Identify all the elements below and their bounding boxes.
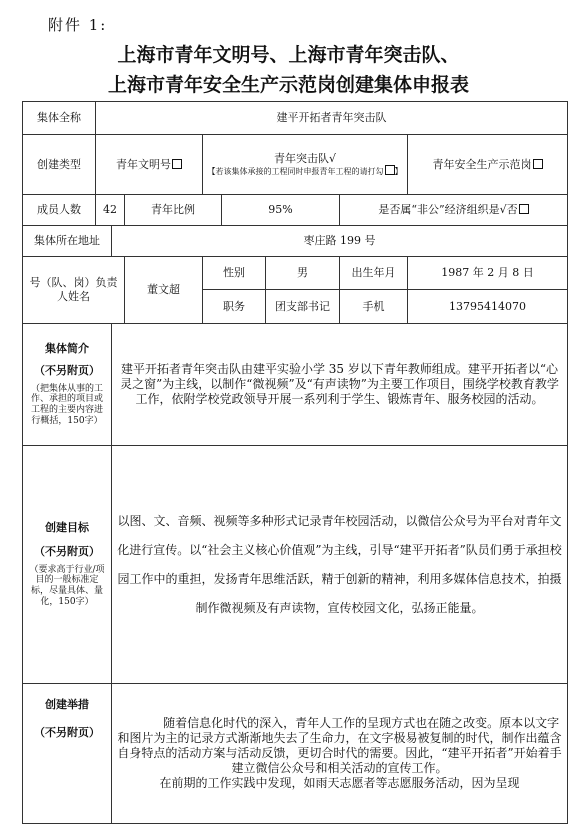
creation-type-civility	[96, 135, 203, 195]
collective-name-value: 建平开拓者青年突击队	[96, 102, 568, 135]
address-label: 集体所在地址	[23, 226, 112, 257]
row-intro	[23, 324, 568, 446]
civility-label: 青年文明号	[116, 157, 171, 171]
form-title-line1: 上海市青年文明号、上海市青年突击队、	[117, 44, 460, 66]
action-paragraph-2: 在前期的工作实践中发现，如雨天志愿者等志愿服务活动，因为呈现	[159, 776, 520, 790]
action-title: 创建举措	[45, 698, 89, 711]
form-title-line2: 上海市青年安全生产示范岗创建集体申报表	[107, 74, 469, 96]
intro-attach: （不另附页）	[34, 363, 100, 377]
goal-label-cell	[23, 446, 112, 684]
application-form-table	[22, 101, 568, 824]
action-attach: （不另附页）	[34, 725, 100, 739]
phone-label: 手机	[340, 290, 408, 324]
row-leader-1	[23, 257, 568, 290]
row-collective-name	[23, 102, 568, 135]
action-text-cell	[112, 684, 568, 824]
youth-ratio-label: 青年比例	[125, 195, 222, 226]
member-count-value: 42	[96, 195, 125, 226]
nonpublic-no-checkbox[interactable]	[519, 204, 529, 214]
goal-attach: （不另附页）	[34, 544, 100, 558]
gender-value: 男	[266, 257, 340, 290]
row-creation-type	[23, 135, 568, 195]
leader-name: 董文超	[125, 257, 203, 324]
birth-value: 1987 年 2 月 8 日	[408, 257, 568, 290]
youth-project-checkbox[interactable]	[385, 165, 395, 175]
creation-type-safety	[408, 135, 568, 195]
birth-label: 出生年月	[340, 257, 408, 290]
duty-value: 团支部书记	[266, 290, 340, 324]
phone-value: 13795414070	[408, 290, 568, 324]
intro-note: （把集体从事的工作、承担的项目或工程的主要内容进行概括，150字）	[30, 383, 103, 427]
goal-note: （要求高于行业/项目的一般标准定标，尽量具体、量化，150字）	[29, 564, 105, 608]
civility-checkbox[interactable]	[172, 159, 182, 169]
intro-title: 集体简介	[45, 342, 89, 356]
leader-label: 号（队、岗）负责人姓名	[23, 257, 125, 324]
goal-text: 以图、文、音频、视频等多种形式记录青年校园活动，以微信公众号为平台对青年文化进行宣传。以“社会主义核心价值观”为主线，引导“建平开拓者”队员们勇于承担校园工作中的重担，发扬青年思维活跃，精于创新的精神，利用多媒体信息技术，拍摄制作微视频及有声读物，宣传校园文化，弘扬正能量。	[112, 446, 568, 684]
row-goal	[23, 446, 568, 684]
row-action	[23, 684, 568, 824]
youth-ratio-value: 95%	[222, 195, 340, 226]
member-count-label: 成员人数	[23, 195, 96, 226]
nonpublic-label: 是否属“非公”经济组织是√否	[378, 203, 518, 217]
commando-label: 青年突击队√	[273, 151, 336, 165]
nonpublic-field	[340, 195, 568, 226]
collective-name-label: 集体全称	[23, 102, 96, 135]
attachment-label: 附件 1:	[48, 16, 108, 34]
creation-type-commando	[203, 135, 408, 195]
action-paragraph-1: 随着信息化时代的深入，青年人工作的呈现方式也在随之改变。原本以文字和图片为主的记录方式渐渐地失去了生命力，在文字极易被复制的时代，制作出蕴含自身特点的活动方案与活动反馈，更切合时代的需要。因此，“建平开拓者”开始着手建立微信公众号和相关活动的宣传工作。	[117, 716, 562, 775]
safety-label: 青年安全生产示范岗	[432, 157, 532, 171]
row-members	[23, 195, 568, 226]
intro-label-cell	[23, 324, 112, 446]
duty-label: 职务	[203, 290, 266, 324]
commando-note: 【若该集体承接的工程同时申报青年工程的请打勾 】	[207, 167, 403, 177]
intro-text: 建平开拓者青年突击队由建平实验小学 35 岁以下青年教师组成。建平开拓者以“心灵之窗”为主线，以制作“微视频”及“有声读物”为主要工作项目，围绕学校教育教学工作，依附学校党政领导开展一系列利于学生、锻炼青年、服务校园的活动。	[112, 324, 568, 446]
action-label-cell	[23, 684, 112, 824]
address-value: 枣庄路 199 号	[112, 226, 568, 257]
creation-type-label: 创建类型	[23, 135, 96, 195]
gender-label: 性别	[203, 257, 266, 290]
goal-title: 创建目标	[45, 521, 89, 535]
safety-checkbox[interactable]	[533, 159, 543, 169]
row-address	[23, 226, 568, 257]
